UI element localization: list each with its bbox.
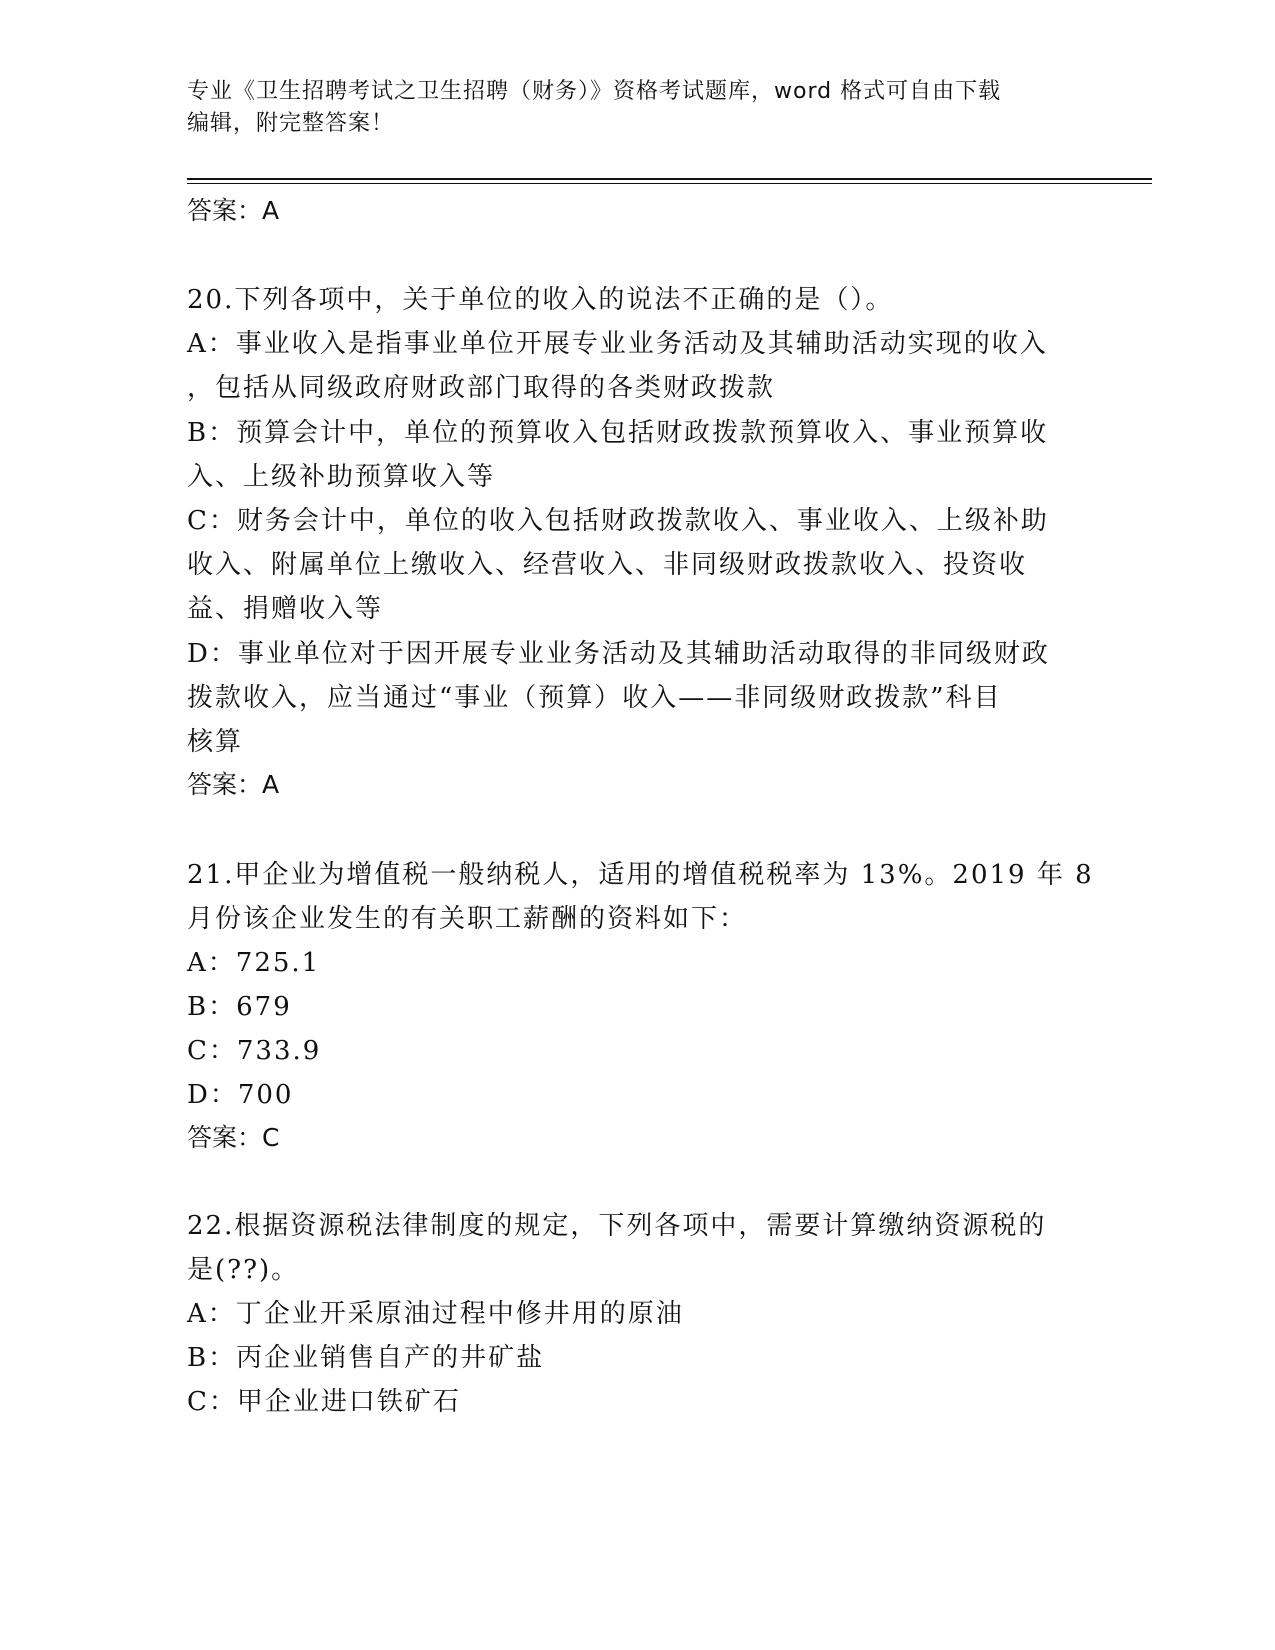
- q20-option-c-line3: 益、捐赠收入等: [187, 594, 384, 624]
- q20-option-d-line2: 拨款收入，应当通过“事业（预算）收入——非同级财政拨款”科目: [187, 683, 1002, 713]
- q22-option-c: C：甲企业进口铁矿石: [187, 1387, 461, 1417]
- q21-option-d: D：700: [187, 1080, 294, 1110]
- q20-option-b-line2: 入、上级补助预算收入等: [187, 462, 496, 492]
- q21-option-c: C：733.9: [187, 1036, 322, 1066]
- header-line-2: 编辑，附完整答案！: [187, 111, 395, 136]
- q20-option-b-line1: B：预算会计中，单位的预算收入包括财政拨款预算收入、事业预算收: [187, 418, 1049, 448]
- q21-stem-line1: 21.甲企业为增值税一般纳税人，适用的增值税税率为 13%。2019 年 8: [187, 860, 1094, 890]
- q21-stem-line2: 月份该企业发生的有关职工薪酬的资料如下：: [187, 904, 748, 934]
- q20-answer: 答案：A: [187, 770, 280, 799]
- q20-option-a-line2: ，包括从同级政府财政部门取得的各类财政拨款: [187, 373, 776, 403]
- q21-answer: 答案：C: [187, 1123, 280, 1152]
- q22-stem-line1: 22.根据资源税法律制度的规定，下列各项中，需要计算缴纳资源税的: [187, 1211, 1047, 1241]
- q20-option-d-line3: 核算: [187, 727, 244, 757]
- q20-option-d-line1: D：事业单位对于因开展专业业务活动及其辅助活动取得的非同级财政: [187, 639, 1050, 669]
- document-header: [187, 76, 1087, 140]
- q22-stem-line2: 是(??)。: [187, 1255, 300, 1285]
- q20-stem: 20.下列各项中，关于单位的收入的说法不正确的是（）。: [187, 285, 894, 315]
- q21-option-b: B：679: [187, 992, 292, 1022]
- q22-option-b: B：丙企业销售自产的井矿盐: [187, 1343, 545, 1373]
- q21-option-a: A：725.1: [187, 948, 321, 978]
- answer-previous: 答案：A: [187, 196, 280, 225]
- header-divider-thin: [187, 183, 1152, 184]
- q20-option-a-line1: A：事业收入是指事业单位开展专业业务活动及其辅助活动实现的收入: [187, 329, 1048, 359]
- q20-option-c-line1: C：财务会计中，单位的收入包括财政拨款收入、事业收入、上级补助: [187, 506, 1049, 536]
- q20-option-c-line2: 收入、附属单位上缴收入、经营收入、非同级财政拨款收入、投资收: [187, 550, 1028, 580]
- header-divider-thick: [187, 178, 1152, 180]
- q22-option-a: A：丁企业开采原油过程中修井用的原油: [187, 1299, 684, 1329]
- header-line-1: 专业《卫生招聘考试之卫生招聘（财务）》资格考试题库，word 格式可自由下载: [187, 79, 1002, 104]
